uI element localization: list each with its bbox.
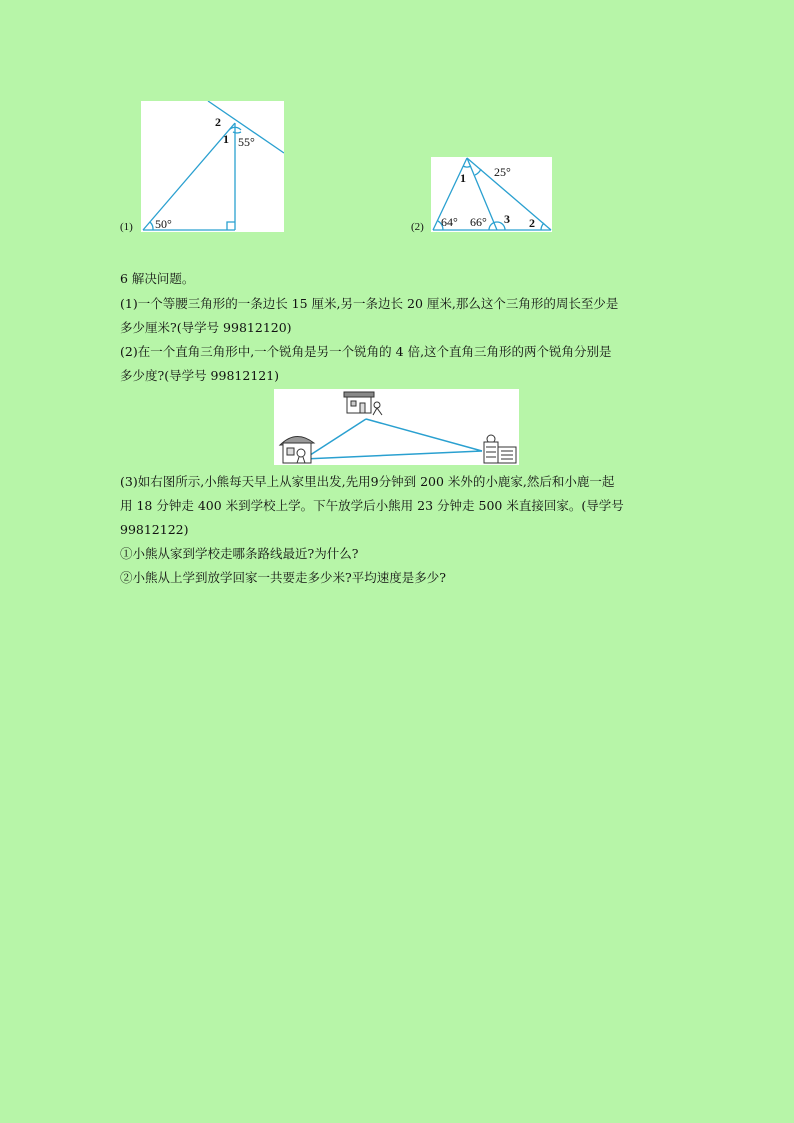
question3-sub2: ②小熊从上学到放学回家一共要走多少米?平均速度是多少? [120, 570, 446, 585]
question3-sub1: ①小熊从家到学校走哪条路线最近?为什么? [120, 546, 359, 561]
figure1-triangle-diagram [141, 101, 284, 232]
figure1-angle-55: 55° [238, 135, 255, 149]
figure2-label: (2) [411, 221, 424, 233]
question2-line1: (2)在一个直角三角形中,一个锐角是另一个锐角的 4 倍,这个直角三角形的两个锐角分别是 [120, 344, 612, 359]
figure1-label: (1) [120, 221, 133, 233]
deer-house-icon [344, 392, 382, 415]
bear-house-icon [280, 436, 314, 463]
question1-line2: 多少厘米?(导学号 99812120) [120, 320, 292, 335]
figure2-triangle-diagram [431, 157, 552, 232]
figure2-angle-1: 1 [460, 171, 466, 185]
route-map-illustration [274, 389, 519, 465]
figure1-angle-1: 1 [223, 132, 229, 146]
figure1-angle-50: 50° [155, 217, 172, 231]
question2-line2: 多少度?(导学号 99812121) [120, 368, 280, 383]
school-icon [484, 435, 516, 463]
section6-heading: 6 解决问题。 [120, 271, 195, 286]
question3-line1: (3)如右图所示,小熊每天早上从家里出发,先用9分钟到 200 米外的小鹿家,然后和小鹿一起 [120, 474, 615, 489]
figure2-angle-3: 3 [504, 212, 510, 226]
figure2-angle-66: 66° [470, 215, 487, 229]
figure1-angle-2: 2 [215, 115, 221, 129]
figure2-angle-25: 25° [494, 165, 511, 179]
figure2-angle-64: 64° [441, 215, 458, 229]
question3-line2: 用 18 分钟走 400 米到学校上学。下午放学后小熊用 23 分钟走 500 米直接回家。(导学号 [120, 498, 624, 513]
question3-line3: 99812122) [120, 522, 189, 537]
question1-line1: (1)一个等腰三角形的一条边长 15 厘米,另一条边长 20 厘米,那么这个三角形的周长至少是 [120, 296, 619, 311]
figure2-angle-2: 2 [529, 216, 535, 230]
